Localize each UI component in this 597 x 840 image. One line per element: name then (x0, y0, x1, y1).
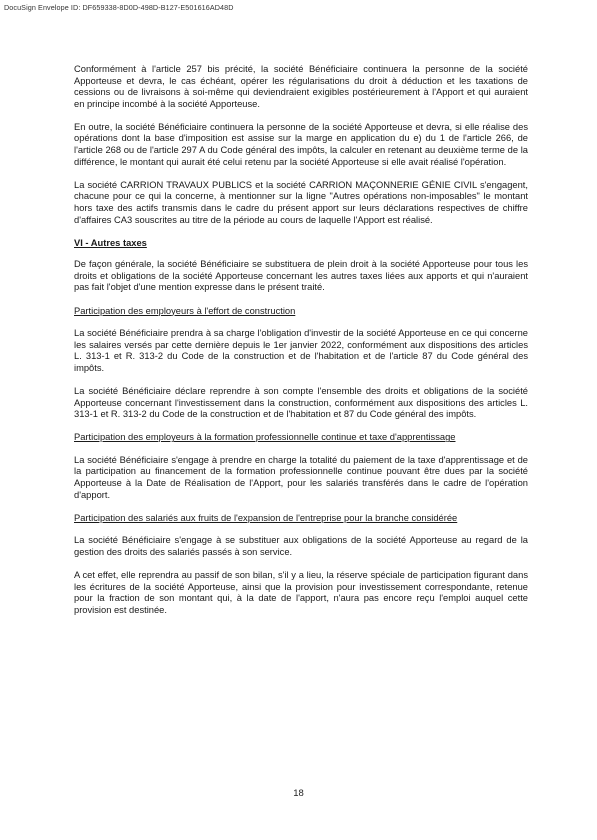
paragraph: La société Bénéficiaire s'engage à se substituer aux obligations de la société Apporteuse au regard de la gestion des droits des salariés passés à son service. (74, 535, 528, 557)
docusign-envelope-id: DocuSign Envelope ID: DF659338-8D0D-498D-B127-E501616AD48D (4, 3, 234, 12)
subsection-heading: Participation des salariés aux fruits de l'expansion de l'entreprise pour la branche considérée (74, 512, 458, 523)
paragraph: La société CARRION TRAVAUX PUBLICS et la société CARRION MAÇONNERIE GÉNIE CIVIL s'engagent, chacune pour ce qui la concerne, à mentionner sur la ligne "Autres opérations non-imposables" le montant hors taxe des actifs transmis dans le cadre du présent apport sur leurs déclarations respectives de chiffre d'affaires CA3 souscrites au titre de la période au cours de laquelle l'Apport est réalisé. (74, 179, 528, 225)
section-heading: VI - Autres taxes (74, 237, 147, 248)
subsection-heading: Participation des employeurs à l'effort de construction (74, 305, 296, 316)
paragraph: Conformément à l'article 257 bis précité, la société Bénéficiaire continuera la personne de la société Apporteuse et devra, le cas échéant, opérer les régularisations du droit à déduction et les taxations de cessions ou de livraisons à soi-même qui deviendraient exigibles postérieurement à l'Apport et qui auraient en principe incombé à la société Apporteuse. (74, 64, 528, 109)
document-body (74, 64, 528, 628)
paragraph: En outre, la société Bénéficiaire continuera la personne de la société Apporteuse et devra, si elle réalise des opérations dont la base d'imposition est assise sur la marge en application du e) du 1 de l'article 266, de l'article 268 ou de l'article 297 A du Code général des impôts, la calculer en retenant au deuxième terme de la différence, le montant qui aurait été celui retenu par la société Apporteuse si elle avait réalisé l'opération. (74, 121, 528, 167)
subsection-heading: Participation des employeurs à la formation professionnelle continue et taxe d'apprentissage (74, 432, 456, 443)
paragraph: La société Bénéficiaire s'engage à prendre en charge la totalité du paiement de la taxe d'apprentissage et de la participation au financement de la formation professionnelle continue pouvant être dues par la société Apporteuse à la Date de Réalisation de l'Apport, pour les salariés transférés dans le cadre de l'opération d'apport. (74, 454, 528, 500)
page-number: 18 (293, 788, 304, 799)
paragraph: La société Bénéficiaire prendra à sa charge l'obligation d'investir de la société Apporteuse en ce qui concerne les salaires versés par cette dernière depuis le 1er janvier 2022, conformément aux dispositions des articles L. 313-1 et R. 313-2 du Code de la construction et de l'habitation et de l'article 87 du Code général des impôts. (74, 328, 528, 373)
paragraph: La société Bénéficiaire déclare reprendre à son compte l'ensemble des droits et obligations de la société Apporteuse concernant l'investissement dans la construction, conformément aux dispositions des articles L. 313-1 et R. 313-2 du Code de la construction et de l'habitation et 87 du Code général des impôts. (74, 385, 528, 420)
paragraph: A cet effet, elle reprendra au passif de son bilan, s'il y a lieu, la réserve spéciale de participation figurant dans les écritures de la société Apporteuse, ainsi que la provision pour investissement correspondante, retenue pour la fraction de son montant qui, à la date de l'apport, n'aura pas encore reçu l'emploi auquel cette provision est destinée. (74, 570, 528, 615)
paragraph: De façon générale, la société Bénéficiaire se substituera de plein droit à la société Apporteuse pour tous les droits et obligations de la société Apporteuse concernant les autres taxes liées aux apports et qui n'auraient pas fait l'objet d'une mention expresse dans le présent traité. (74, 259, 528, 293)
